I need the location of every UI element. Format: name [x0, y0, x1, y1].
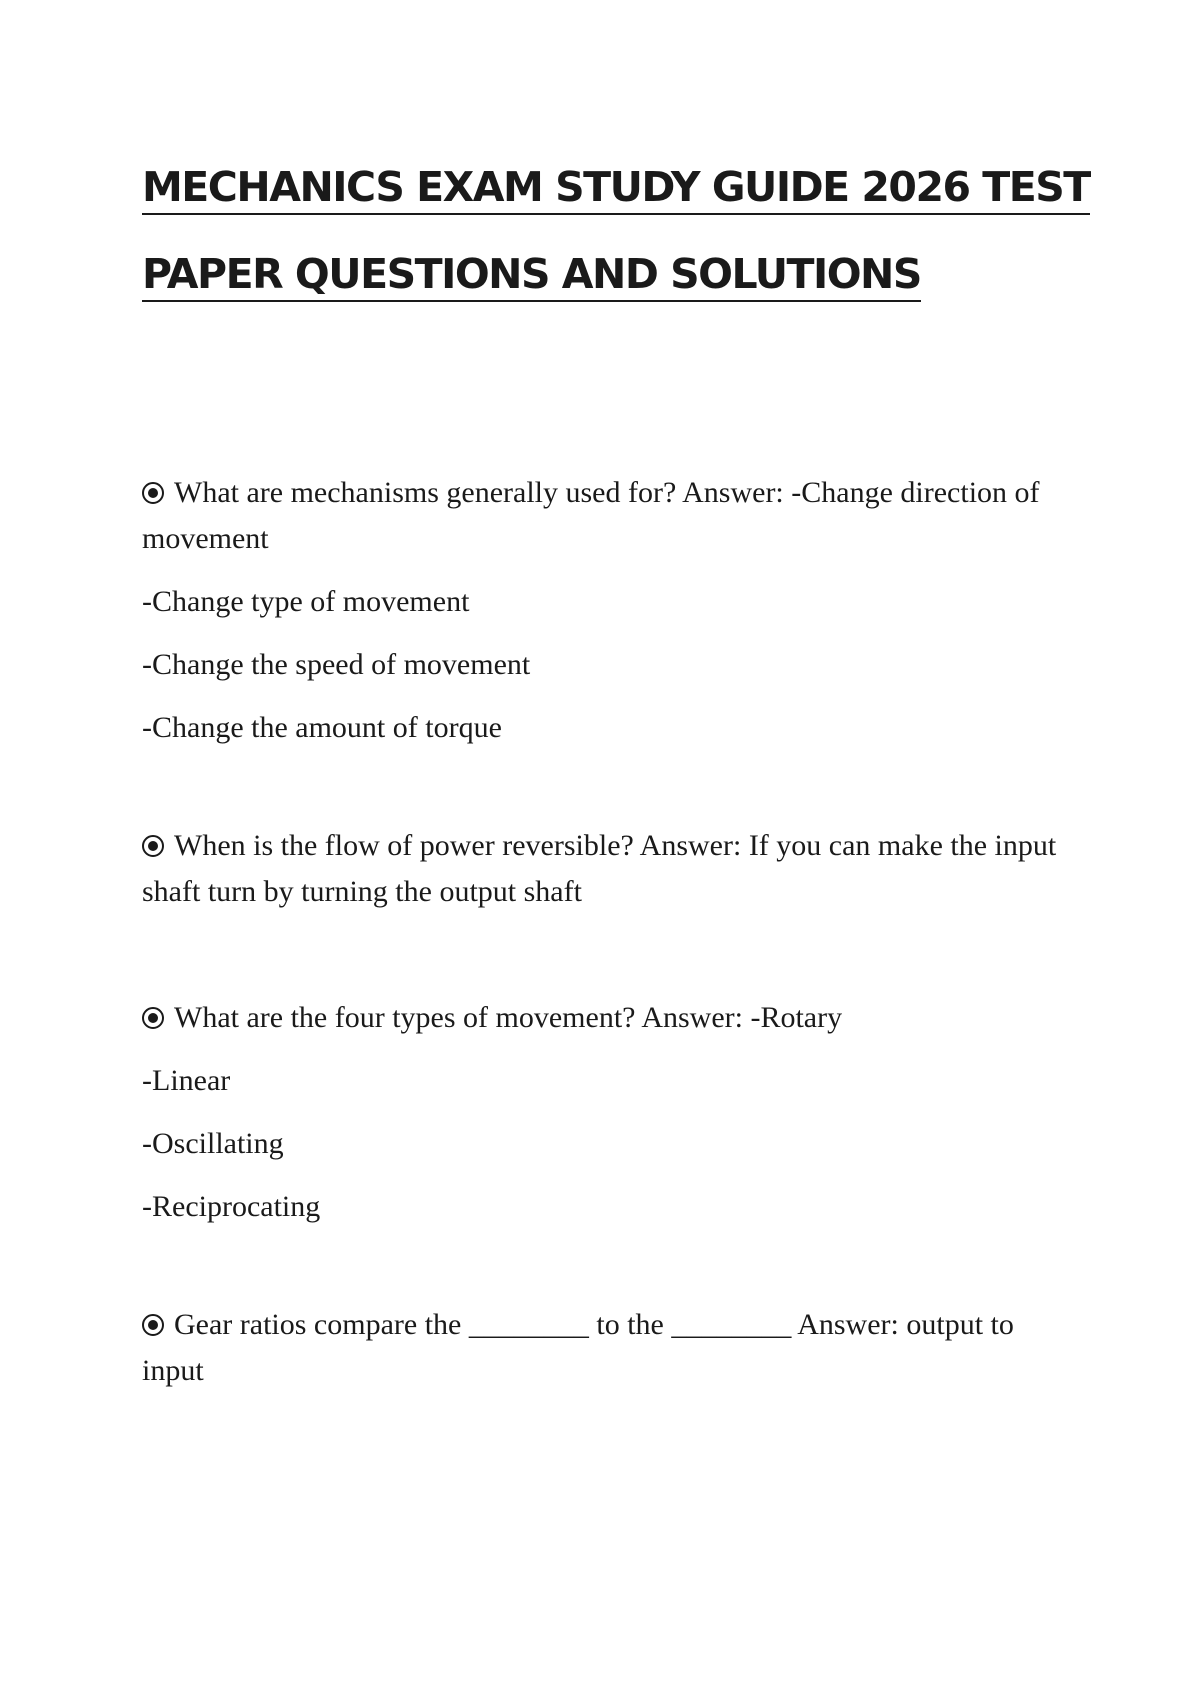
question-text: What are the four types of movement? Answer: -Rotary [174, 1001, 843, 1034]
question-item [142, 823, 1072, 915]
page-title [142, 150, 1090, 324]
radio-bullet-icon [142, 1314, 164, 1336]
question-item [142, 1302, 1072, 1394]
fill-in-blank: ________ [671, 1308, 792, 1341]
spacer [142, 1230, 1072, 1302]
question-text-row [142, 995, 1072, 1041]
answer-line: -Reciprocating [142, 1190, 321, 1223]
radio-bullet-icon [142, 835, 164, 857]
title-line-1: MECHANICS EXAM STUDY GUIDE 2026 TEST [142, 161, 1090, 215]
answer-line: -Change type of movement [142, 585, 470, 618]
question-text-row [142, 470, 1072, 562]
questions-list [142, 470, 1072, 1394]
question-text-part-1: Gear ratios compare the [174, 1308, 462, 1341]
radio-bullet-icon [142, 1007, 164, 1029]
question-item [142, 470, 1072, 751]
answer-line: -Change the amount of torque [142, 711, 502, 744]
answer-line: -Oscillating [142, 1127, 284, 1160]
spacer [142, 915, 1072, 995]
question-text: What are mechanisms generally used for? Answer: -Change direction of movement [142, 476, 1040, 555]
question-item [142, 995, 1072, 1230]
question-text: When is the flow of power reversible? Answer: If you can make the input shaft turn by turning the output shaft [142, 829, 1057, 908]
question-text-part-3: Answer: output to input [142, 1308, 1014, 1387]
question-text-row [142, 1302, 1072, 1394]
question-text-part-2: to the [596, 1308, 664, 1341]
spacer [142, 751, 1072, 823]
radio-bullet-icon [142, 482, 164, 504]
answer-line: -Linear [142, 1064, 231, 1097]
question-text-row [142, 823, 1072, 915]
answer-line: -Change the speed of movement [142, 648, 531, 681]
fill-in-blank: ________ [468, 1308, 589, 1341]
title-line-2: PAPER QUESTIONS AND SOLUTIONS [142, 248, 921, 302]
